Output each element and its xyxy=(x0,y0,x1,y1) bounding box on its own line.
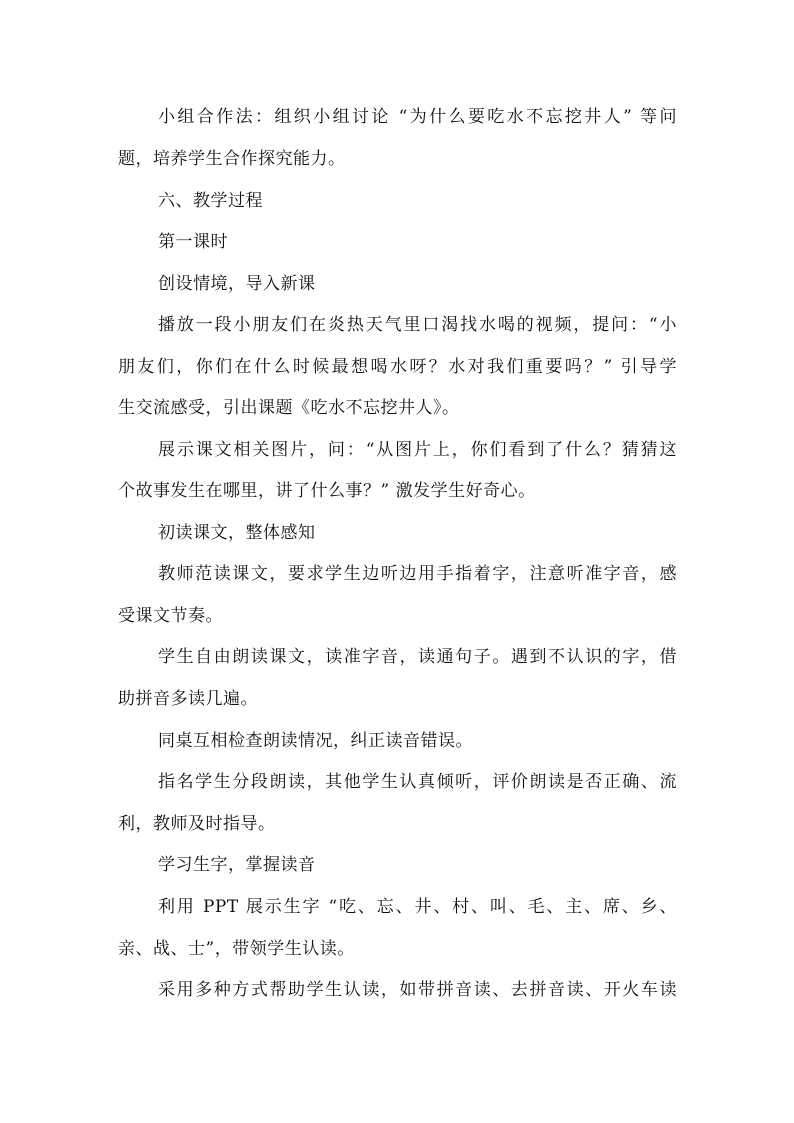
paragraph-line: 助拼音多读几遍。 xyxy=(118,689,258,709)
paragraph-line: 播放一段小朋友们在炎热天气里口渴找水喝的视频，提问：“小 xyxy=(158,315,677,335)
section-heading: 六、教学过程 xyxy=(158,191,263,211)
paragraph-line: 朋友们，你们在什么时候最想喝水呀？水对我们重要吗？” 引导学 xyxy=(118,357,677,377)
paragraph-line: 指名学生分段朗读，其他学生认真倾听，评价朗读是否正确、流 xyxy=(158,772,677,792)
paragraph-line: 利，教师及时指导。 xyxy=(118,814,276,834)
step-heading: 创设情境，导入新课 xyxy=(158,274,316,294)
paragraph-line: 生交流感受，引出课题《吃水不忘挖井人》。 xyxy=(118,398,460,418)
paragraph-line: 学生自由朗读课文，读准字音，读通句子。遇到不认识的字，借 xyxy=(158,647,677,667)
paragraph-line: 个故事发生在哪里，讲了什么事？” 激发学生好奇心。 xyxy=(118,481,536,501)
paragraph-line: 展示课文相关图片，问：“从图片上，你们看到了什么？猜猜这 xyxy=(158,440,677,460)
paragraph-line: 利用 PPT 展示生字 “吃、忘、井、村、叫、毛、主、席、乡、 xyxy=(158,897,677,917)
paragraph-line: 小组合作法：组织小组讨论 “为什么要吃水不忘挖井人” 等问 xyxy=(158,107,677,127)
paragraph-line: 同桌互相检查朗读情况，纠正读音错误。 xyxy=(158,731,473,751)
step-heading: 学习生字，掌握读音 xyxy=(158,855,316,875)
paragraph-line: 亲、战、士”，带领学生认读。 xyxy=(118,939,355,959)
paragraph-line: 受课文节奏。 xyxy=(118,606,223,626)
step-heading: 初读课文，整体感知 xyxy=(158,523,316,543)
paragraph-line: 采用多种方式帮助学生认读，如带拼音读、去拼音读、开火车读 xyxy=(158,980,677,1000)
paragraph-line: 教师范读课文，要求学生边听边用手指着字，注意听准字音，感 xyxy=(158,564,677,584)
subsection-heading: 第一课时 xyxy=(158,232,228,252)
paragraph-line: 题，培养学生合作探究能力。 xyxy=(118,149,346,169)
